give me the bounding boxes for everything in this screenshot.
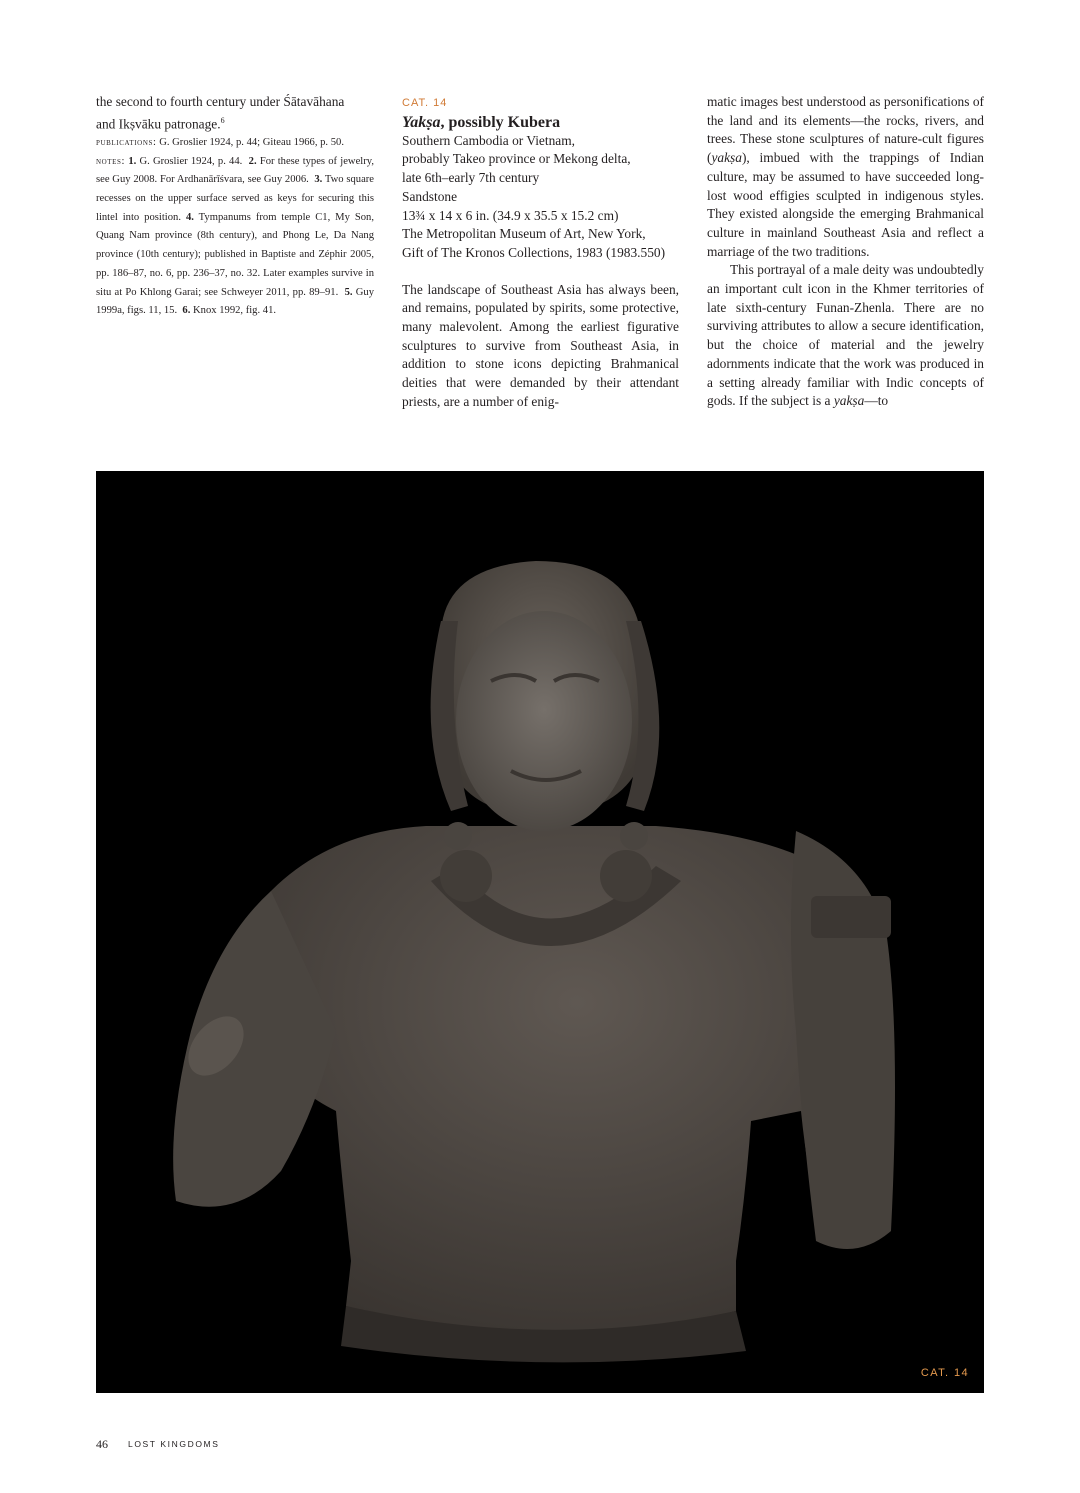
publications [96,134,374,153]
meta-line: The Metropolitan Museum of Art, New York, [402,226,646,242]
publications-label: publications: [96,136,157,148]
page-footer [96,1437,220,1452]
catalogue-entry-column [402,93,679,412]
note-number: 5. [344,286,353,298]
meta-line: Sandstone [402,188,458,204]
meta-line: 13¾ x 14 x 6 in. (34.9 x 35.5 x 15.2 cm) [402,207,619,223]
earring-right [600,850,652,902]
page-number: 46 [96,1437,108,1451]
note-number: 3. [314,174,323,186]
body-paragraph [707,93,984,261]
sculpture-photograph [96,471,984,1393]
title-rest: , possibly Kubera [440,113,561,131]
text-line: and Ikṣvāku patronage. [96,116,221,132]
meta-line: probably Takeo province or Mekong delta, [402,151,631,167]
note-text: For these types of jewelry, see Guy 2008. For Ardhanārīśvara, see Guy 2006. [96,155,374,186]
note-text: Tympanums from temple C1, My Son, Quang Nam province (8th century), and Phong Le, Da Nang province (10th century); published in Baptiste and Zéphir 2005, pp. 186–87, no. 6, pp. 236–37, no. 32. Later examples survive in situ at Po Khlong Garai; see Schweyer 2011, pp. 89–91. [96,211,374,298]
footnote-marker: 6 [220,115,225,125]
face [456,611,632,831]
notes-label: notes: [96,155,126,167]
note-number: 6. [182,305,191,317]
note-number: 4. [185,211,194,223]
running-head: LOST KINGDOMS [128,1439,220,1449]
note-number: 1. [128,155,137,167]
catalogue-number: CAT. 14 [402,97,448,109]
ear-bead-left [444,822,472,850]
armlet [811,896,891,938]
plate-caption: CAT. 14 [920,1367,969,1379]
note-text: Guy 1999a, figs. 11, 15. [96,286,375,317]
title-italic: Yakṣa [402,113,441,131]
ear-bead-right [620,822,648,850]
italic-term: yakṣa [711,150,742,166]
continued-paragraph [96,93,374,134]
yaksa-sculpture-image [96,471,984,1393]
italic-term: yakṣa [833,393,865,409]
notes [96,153,374,321]
entry-title [402,113,679,132]
right-column [707,93,984,411]
meta-line: Southern Cambodia or Vietnam, [402,132,575,148]
meta-line: Gift of The Kronos Collections, 1983 (1983.550) [402,244,666,260]
text-run: ), imbued with the trappings of Indian culture, may be assumed to have succeeded long-lost wood effigies sculpted in indigenous styles. They existed alongside the emerging Brahmanical culture in mainland Southeast Asia and reflect a marriage of the two traditions. [707,150,984,259]
meta-line: late 6th–early 7th century [402,170,540,186]
text-run: This portrayal of a male deity was undoubtedly an important cult icon in the Khmer territories of late sixth-century Funan-Zhenla. There are no surviving attributes to allow a secure identification, but the choice of material and the jewelry adornments indicate that the work was produced in a setting already familiar with Indic concepts of gods. If the subject is a [707,262,984,409]
text-run: matic images best understood as personifications of the land and its elements—the rocks, rivers, and trees. These stone sculptures of nature-cult figures ( [707,94,984,166]
note-text: Knox 1992, fig. 41. [193,305,277,317]
left-column [96,93,374,321]
note-text: G. Groslier 1924, p. 44. [139,155,243,167]
text-run: —to [864,393,889,409]
note-number: 2. [248,155,257,167]
right-arm [791,831,895,1249]
body-paragraph [707,261,984,411]
publications-text: G. Groslier 1924, p. 44; Giteau 1966, p. 50. [159,136,344,148]
entry-metadata [402,132,679,263]
note-text: Two square recesses on the upper surface served as keys for securing this lintel into position. [96,174,374,223]
body-paragraph: The landscape of Southeast Asia has always been, and remains, populated by spirits, some protective, many malevolent. Among the earliest figurative sculptures to survive from Southeast Asia, in addition to stone icons depicting Brahmanical deities that were demanded by their attendant priests, are a number of enig- [402,281,679,409]
text-line: the second to fourth century under Śātavāhana [96,94,345,109]
earring-left [440,850,492,902]
